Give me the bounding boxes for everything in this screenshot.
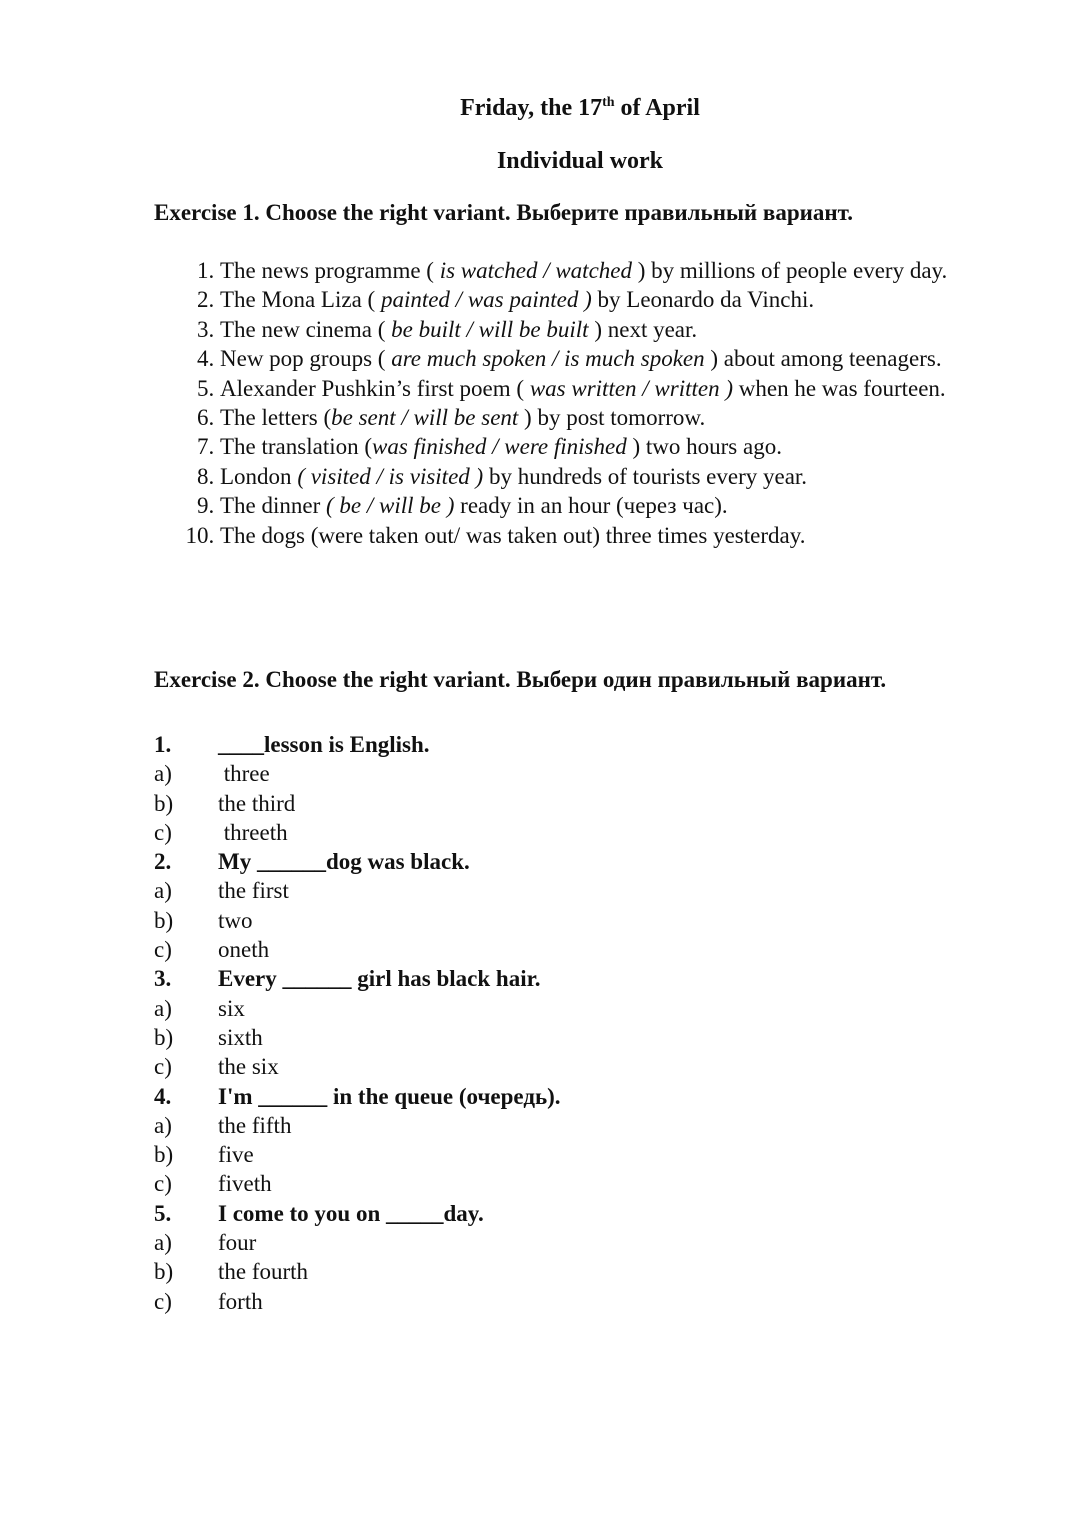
option-row — [154, 1023, 561, 1052]
exercise1-item — [154, 374, 1014, 403]
option-row — [154, 818, 561, 847]
item-after: ) next year. — [588, 316, 698, 342]
option-text: sixth — [218, 1024, 263, 1050]
item-before: The Mona Liza ( — [220, 287, 381, 313]
option-row — [154, 1169, 561, 1198]
question-text: Every ______ girl has black hair. — [218, 966, 541, 992]
page-subtitle: Individual work — [496, 148, 664, 174]
item-before: The news programme ( — [220, 258, 440, 283]
item-after: ) by millions of people every day. — [631, 258, 948, 283]
option-letter: a) — [154, 761, 172, 787]
option-letter: c) — [154, 937, 172, 963]
item-options: painted / was painted ) — [380, 287, 592, 313]
item-text — [220, 374, 1014, 403]
question-row — [154, 964, 561, 993]
option-row — [154, 759, 561, 788]
option-row — [154, 1111, 561, 1140]
option-text: fiveth — [218, 1171, 272, 1197]
option-letter: c) — [154, 819, 172, 845]
item-text — [220, 432, 1014, 461]
option-row — [154, 994, 561, 1023]
item-number: 4. — [197, 346, 220, 372]
item-after: ready in an hour (через час). — [454, 493, 728, 519]
question-number: 4. — [154, 1083, 172, 1109]
option-letter: a) — [154, 1112, 172, 1138]
item-number: 2. — [197, 287, 220, 313]
item-options: are much spoken / is much spoken — [391, 346, 705, 372]
question-number: 3. — [154, 966, 172, 992]
question-text: I come to you on _____day. — [218, 1200, 484, 1226]
option-text: oneth — [218, 937, 270, 963]
option-text: forth — [218, 1288, 263, 1314]
item-before: London — [220, 463, 298, 489]
question-number: 5. — [154, 1200, 172, 1226]
item-after: ) about among teenagers. — [704, 346, 942, 372]
option-row — [154, 906, 561, 935]
question-text: ____lesson is English. — [218, 732, 430, 757]
option-letter: b) — [154, 790, 174, 816]
question-text: My ______dog was black. — [218, 849, 470, 875]
item-text — [220, 256, 1014, 285]
option-text: the first — [218, 878, 289, 904]
item-text — [220, 521, 1014, 550]
question-row — [154, 730, 561, 759]
item-text — [220, 403, 1014, 432]
item-number: 10. — [185, 522, 220, 548]
option-row — [154, 1228, 561, 1257]
item-options: ( be / will be ) — [326, 493, 455, 519]
exercise1-item — [154, 315, 1014, 344]
option-text: two — [218, 907, 253, 933]
option-text: threeth — [218, 819, 288, 845]
exercise1-item — [154, 344, 1014, 373]
option-letter: a) — [154, 995, 172, 1021]
exercise1-item — [154, 285, 1014, 314]
item-options: be sent / will be sent — [331, 405, 519, 431]
exercise2-heading: Exercise 2. Choose the right variant. Выбери один правильный вариант. — [154, 667, 887, 692]
question-text: I'm ______ in the queue (очередь). — [218, 1083, 561, 1109]
option-letter: c) — [154, 1288, 172, 1314]
exercise1-item — [154, 403, 1014, 432]
exercise1-item — [154, 491, 1014, 520]
option-letter: b) — [154, 1259, 174, 1285]
item-text — [220, 462, 1014, 491]
item-text — [220, 491, 1014, 520]
item-before: The letters ( — [220, 405, 332, 431]
item-text — [220, 315, 1014, 344]
option-row — [154, 1257, 561, 1286]
item-after: by hundreds of tourists every year. — [483, 463, 808, 489]
option-letter: b) — [154, 907, 174, 933]
item-after: by Leonardo da Vinchi. — [591, 287, 815, 313]
item-options: was written / written ) — [529, 375, 734, 401]
item-before: The translation ( — [220, 434, 373, 460]
option-row — [154, 789, 561, 818]
item-number: 5. — [197, 375, 220, 401]
item-options: was finished / were finished — [372, 434, 627, 460]
question-number: 1. — [154, 732, 172, 757]
item-before: The dinner — [220, 493, 327, 519]
option-letter: b) — [154, 1142, 174, 1168]
item-after: when he was fourteen. — [733, 375, 946, 401]
date-text: Friday, the 17 — [460, 95, 603, 121]
option-row — [154, 1052, 561, 1081]
option-text: the fourth — [218, 1259, 309, 1285]
date-month: of April — [614, 95, 700, 121]
exercise1-item — [154, 432, 1014, 461]
option-text: the six — [218, 1054, 279, 1080]
item-number: 3. — [197, 316, 220, 342]
option-row — [154, 1287, 561, 1316]
option-letter: c) — [154, 1171, 172, 1197]
option-letter: a) — [154, 1230, 172, 1256]
item-before: The new cinema ( — [220, 316, 392, 342]
item-options: ( visited / is visited ) — [297, 463, 484, 489]
item-number: 1. — [197, 258, 220, 283]
question-row — [154, 1199, 561, 1228]
item-before: New pop groups ( — [220, 346, 392, 372]
exercise1-item — [154, 462, 1014, 491]
item-text — [220, 344, 1014, 373]
exercise1-item — [154, 256, 1014, 285]
item-before: Alexander Pushkin’s first poem ( — [220, 375, 530, 401]
option-row — [154, 935, 561, 964]
item-after: ) two hours ago. — [626, 434, 782, 460]
item-number: 9. — [197, 493, 220, 519]
exercise1-list — [154, 256, 1014, 550]
option-letter: c) — [154, 1054, 172, 1080]
exercise1-item — [154, 521, 1014, 550]
item-before: The dogs (were taken out/ was taken out) three times yesterday. — [220, 522, 806, 548]
item-number: 6. — [197, 405, 220, 431]
item-options: be built / will be built — [391, 316, 589, 342]
item-number: 7. — [197, 434, 220, 460]
option-text: the fifth — [218, 1112, 292, 1138]
option-text: three — [218, 761, 270, 787]
date-superscript: th — [602, 95, 615, 110]
page-date — [0, 95, 1080, 122]
question-row — [154, 1082, 561, 1111]
option-letter: b) — [154, 1024, 174, 1050]
item-options: is watched / watched — [439, 258, 632, 283]
item-text — [220, 285, 1014, 314]
question-row — [154, 847, 561, 876]
option-letter: a) — [154, 878, 172, 904]
item-number: 8. — [197, 463, 220, 489]
option-text: four — [218, 1230, 257, 1256]
option-text: five — [218, 1142, 254, 1168]
option-text: six — [218, 995, 245, 1021]
option-row — [154, 876, 561, 905]
item-after: ) by post tomorrow. — [518, 405, 706, 431]
option-row — [154, 1140, 561, 1169]
question-number: 2. — [154, 849, 172, 875]
option-text: the third — [218, 790, 296, 816]
exercise2-list — [154, 730, 561, 1316]
exercise1-heading: Exercise 1. Choose the right variant. Выберите правильный вариант. — [154, 200, 853, 225]
